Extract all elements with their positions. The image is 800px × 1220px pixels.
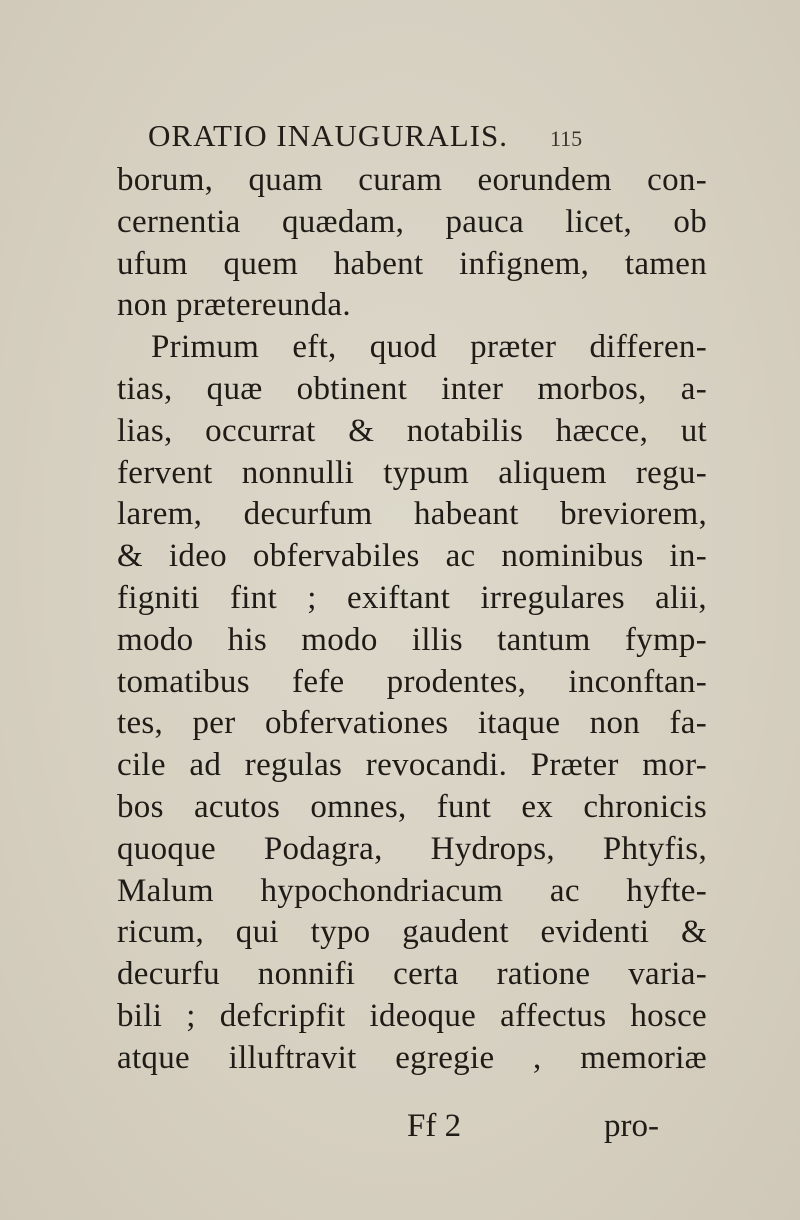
catchword: pro- — [604, 1108, 659, 1144]
text-line: Malum hypochondriacum ac hyfte- — [117, 872, 707, 909]
text-line: tomatibus fefe prodentes, inconftan- — [117, 663, 707, 700]
text-line: decurfu nonnifi certa ratione varia- — [117, 956, 707, 993]
paragraph-start-line: Primum eft, quod præter differen- — [151, 329, 707, 366]
text-line: bos acutos omnes, funt ex chronicis — [117, 788, 707, 825]
running-head-title: ORATIO INAUGURALIS. — [148, 118, 508, 153]
text-line: quoque Podagra, Hydrops, Phtyfis, — [117, 830, 707, 867]
text-line: ufum quem habent infignem, tamen — [117, 245, 707, 282]
text-line: borum, quam curam eorundem con- — [117, 162, 707, 198]
text-line: figniti fint ; exiftant irregulares alii, — [117, 579, 707, 616]
text-line: non prætereunda. — [117, 287, 351, 324]
page-footer — [117, 1105, 707, 1147]
text-line: fervent nonnulli typum aliquem regu- — [117, 454, 707, 491]
text-line: bili ; defcripfit ideoque affectus hosce — [117, 997, 707, 1034]
running-head — [148, 118, 708, 158]
signature-mark: Ff 2 — [407, 1108, 462, 1144]
text-line: tias, quæ obtinent inter morbos, a- — [117, 370, 707, 407]
body-text — [117, 160, 707, 1080]
text-line: lias, occurrat & notabilis hæcce, ut — [117, 412, 707, 449]
text-line: ricum, qui typo gaudent evidenti & — [117, 914, 707, 951]
text-line: tes, per obfervationes itaque non fa- — [117, 705, 707, 742]
text-line: cernentia quædam, pauca licet, ob — [117, 203, 707, 240]
text-line: atque illuftravit egregie , memoriæ — [117, 1039, 707, 1076]
text-line: cile ad regulas revocandi. Præter mor- — [117, 747, 707, 784]
text-line: & ideo obfervabiles ac nominibus in- — [117, 538, 707, 575]
page-number: 115 — [550, 126, 583, 151]
text-line: modo his modo illis tantum fymp- — [117, 621, 707, 658]
text-line: larem, decurfum habeant breviorem, — [117, 496, 707, 533]
